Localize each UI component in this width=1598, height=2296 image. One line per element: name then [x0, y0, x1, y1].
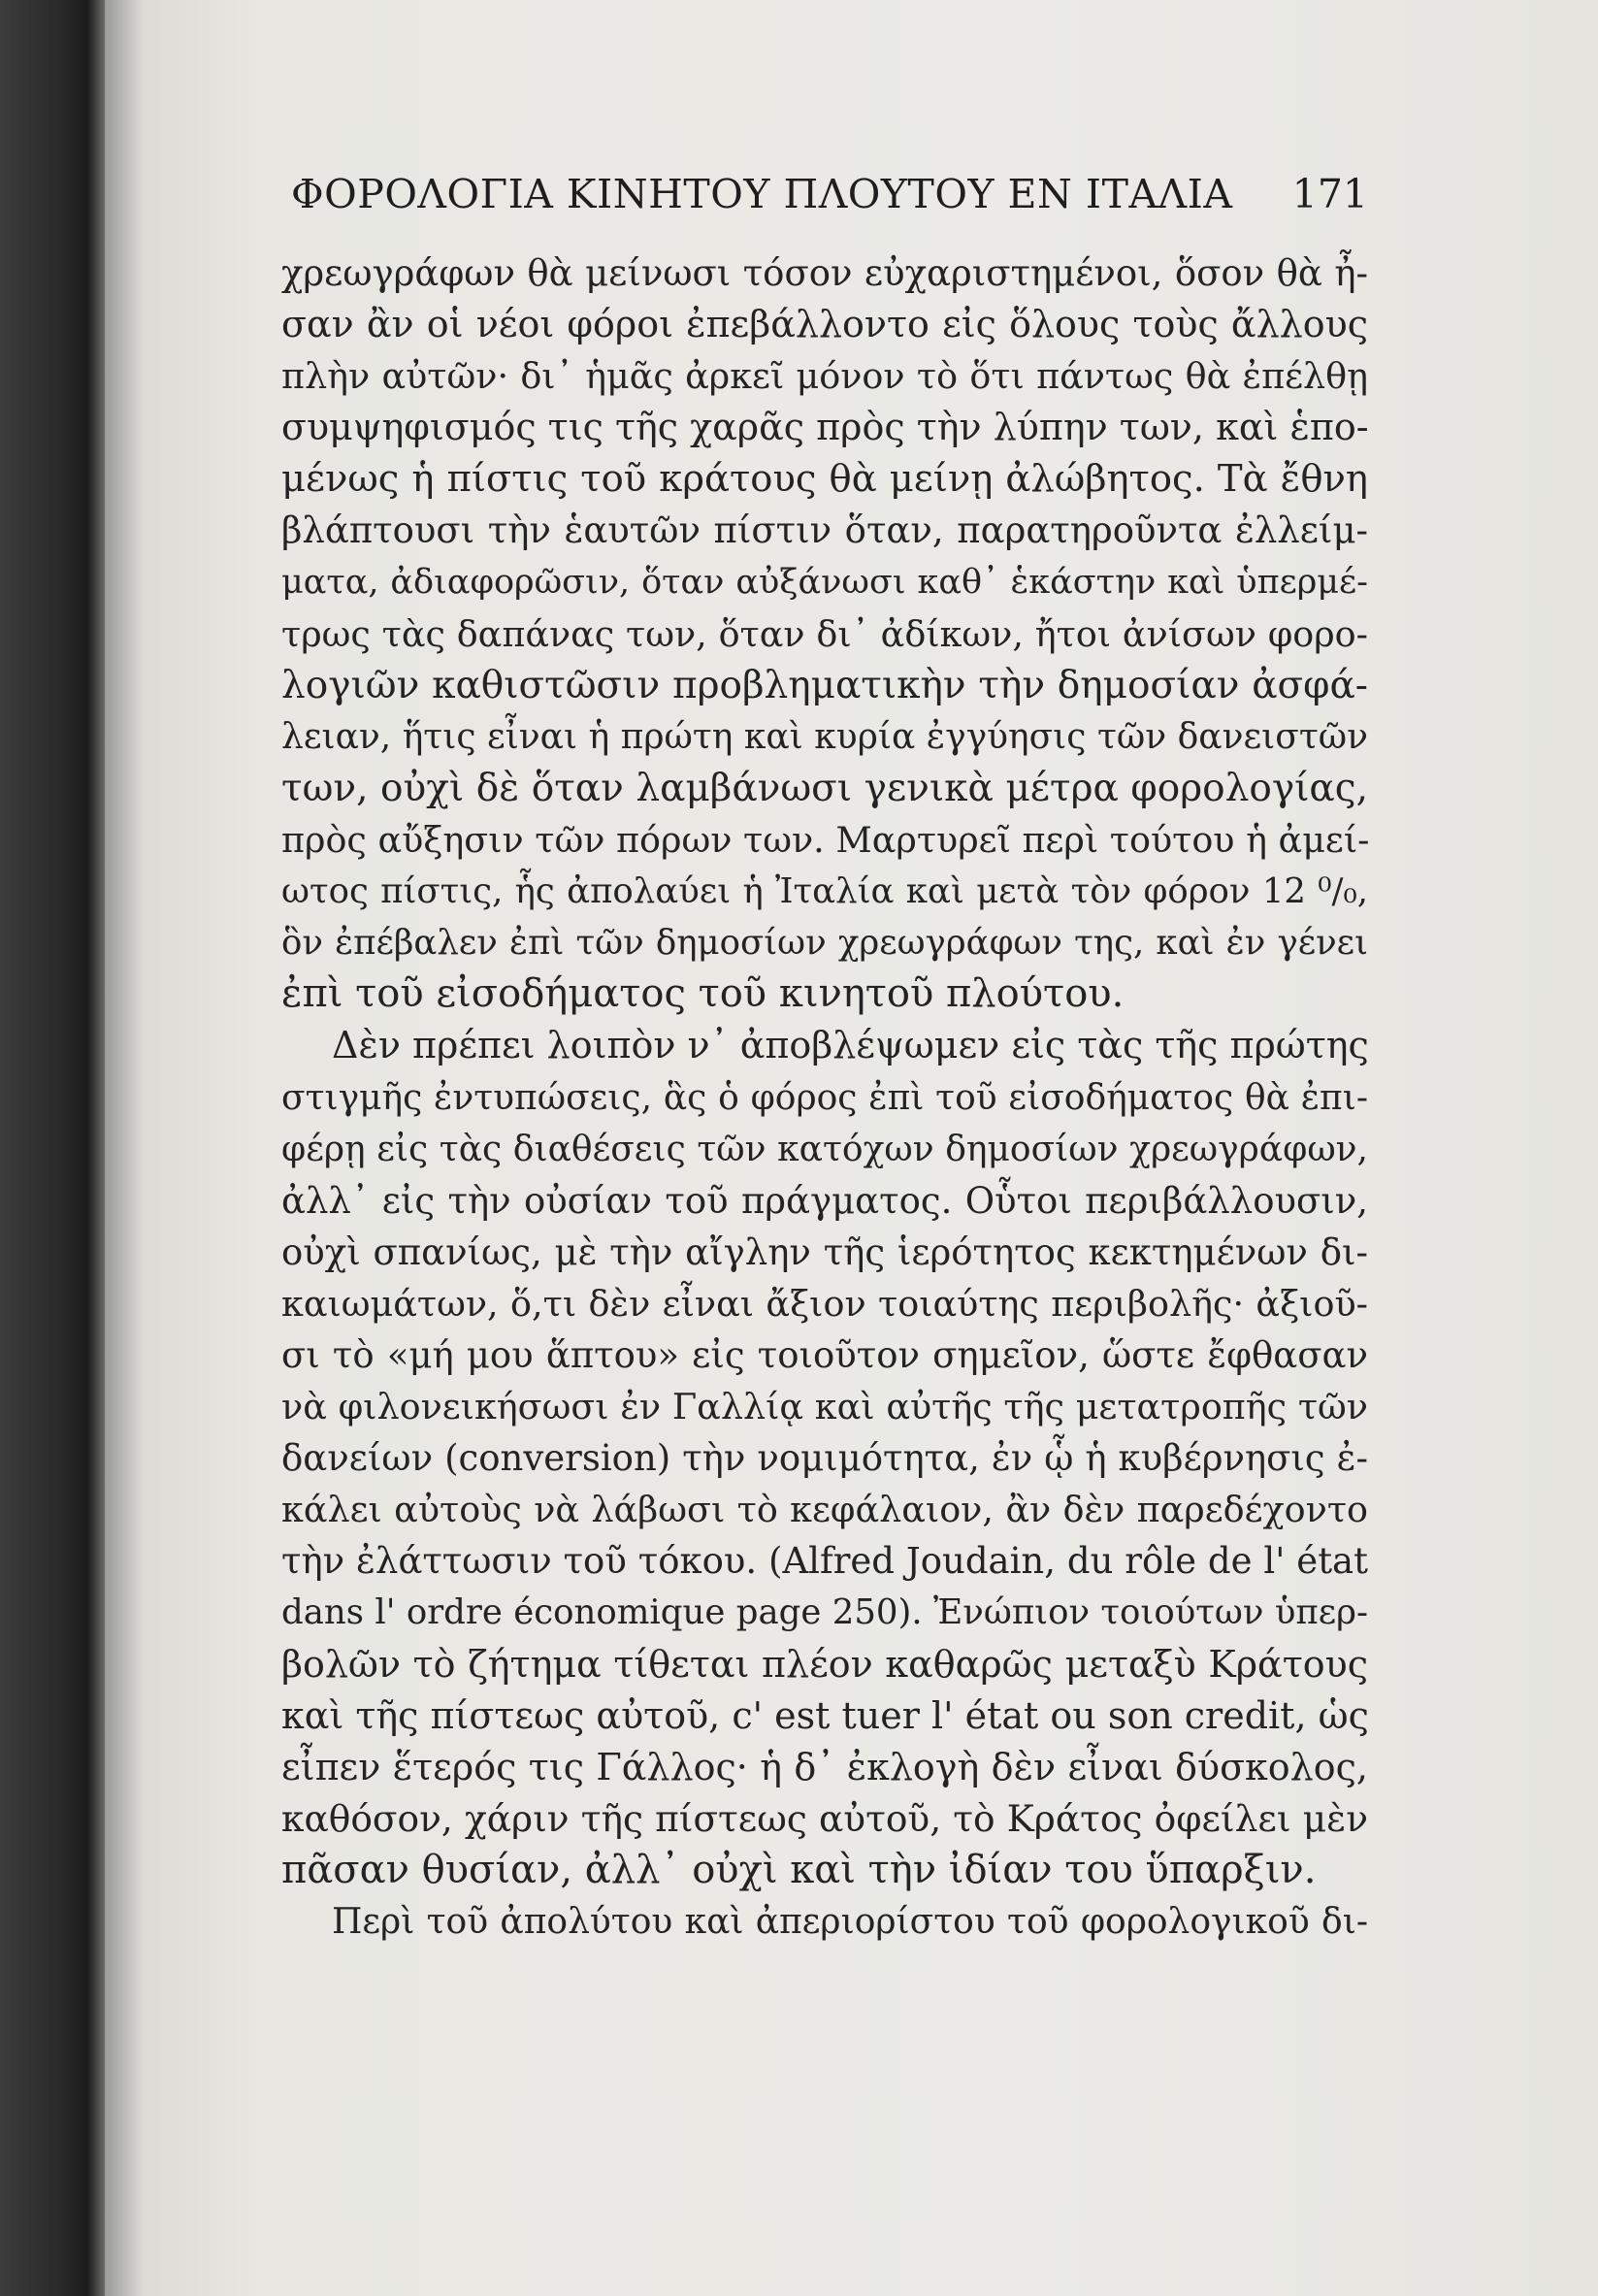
text-line: σι τὸ «μή μου ἅπτου» εἰς τοιοῦτον σημεῖον, ὥστε ἔφθασαν: [281, 1333, 1368, 1376]
text-line: σαν ἂν οἱ νέοι φόροι ἐπεβάλλοντο εἰς ὅλους τοὺς ἄλλους: [281, 303, 1368, 346]
text-line: πᾶσαν θυσίαν, ἀλλ᾽ οὐχὶ καὶ τὴν ἰδίαν του ὕπαρξιν.: [281, 1847, 1317, 1892]
text-line: ωτος πίστις, ἧς ἀπολαύει ἡ Ἰταλία καὶ μετὰ τὸν φόρον 12 ⁰/₀,: [281, 871, 1368, 912]
text-line: τὴν ἐλάττωσιν τοῦ τόκου. (Alfred Joudain, du rôle de l' état: [281, 1540, 1368, 1583]
text-line: συμψηφισμός τις τῆς χαρᾶς πρὸς τὴν λύπην των, καὶ ἑπο-: [281, 406, 1369, 449]
text-line: dans l' ordre économique page 250). Ἐνώπιον τοιούτων ὑπερ-: [281, 1592, 1368, 1633]
text-line: βλάπτουσι τὴν ἑαυτῶν πίστιν ὅταν, παρατηροῦντα ἐλλείμ-: [281, 509, 1368, 552]
text-line: πλὴν αὐτῶν· δι᾽ ἡμᾶς ἀρκεῖ μόνον τὸ ὅτι πάντως θὰ ἐπέλθῃ: [281, 355, 1368, 398]
text-line: ἀλλ᾽ εἰς τὴν οὐσίαν τοῦ πράγματος. Οὗτοι περιβάλλουσιν,: [281, 1179, 1368, 1222]
text-line: εἶπεν ἕτερός τις Γάλλος· ἡ δ᾽ ἐκλογὴ δὲν εἶναι δύσκολος,: [281, 1745, 1368, 1788]
book-binding: [0, 0, 105, 2296]
text-line: φέρῃ εἰς τὰς διαθέσεις τῶν κατόχων δημοσίων χρεωγράφων,: [281, 1129, 1368, 1169]
text-line: ἐπὶ τοῦ εἰσοδήματος τοῦ κινητοῦ πλούτου.: [281, 971, 1125, 1017]
page-header: [291, 171, 1368, 229]
text-line: καθόσον, χάριν τῆς πίστεως αὐτοῦ, τὸ Κράτος ὀφείλει μὲν: [281, 1796, 1368, 1840]
text-line: καιωμάτων, ὅ,τι δὲν εἶναι ἄξιον τοιαύτης περιβολῆς· ἀξιοῦ-: [281, 1282, 1368, 1325]
text-line: πρὸς αὔξησιν τῶν πόρων των. Μαρτυρεῖ περὶ τούτου ἡ ἀμεί-: [281, 819, 1370, 862]
text-line: λογιῶν καθιστῶσιν προβληματικὴν τὴν δημοσίαν ἀσφά-: [281, 663, 1368, 707]
text-line: ματα, ἀδιαφορῶσιν, ὅταν αὐξάνωσι καθ᾽ ἑκάστην καὶ ὑπερμέ-: [281, 562, 1368, 602]
text-line: ὃν ἐπέβαλεν ἐπὶ τῶν δημοσίων χρεωγράφων της, καὶ ἐν γένει: [281, 923, 1368, 964]
text-line: στιγμῆς ἐντυπώσεις, ἃς ὁ φόρος ἐπὶ τοῦ εἰσοδήματος θὰ ἐπι-: [281, 1077, 1368, 1118]
page-gutter-shadow: [105, 0, 144, 2296]
body-text: [281, 247, 1368, 1948]
text-line: μένως ἡ πίστις τοῦ κράτους θὰ μείνῃ ἀλώβητος. Τὰ ἔθνη: [281, 457, 1368, 502]
text-line: Περὶ τοῦ ἀπολύτου καὶ ἀπεριορίστου τοῦ φορολογικοῦ δι-: [332, 1902, 1368, 1942]
text-line: καὶ τῆς πίστεως αὐτοῦ, c' est tuer l' état ou son credit, ὡς: [281, 1693, 1369, 1737]
text-line: Δὲν πρέπει λοιπὸν ν᾽ ἀποβλέψωμεν εἰς τὰς τῆς πρώτης: [332, 1024, 1369, 1067]
text-line: των, οὐχὶ δὲ ὅταν λαμβάνωσι γενικὰ μέτρα φορολογίας,: [281, 766, 1368, 810]
text-line: δανείων (conversion) τὴν νομιμότητα, ἐν ᾧ ἡ κυβέρνησις ἐ-: [281, 1437, 1368, 1480]
text-line: οὐχὶ σπανίως, μὲ τὴν αἴγλην τῆς ἱερότητος κεκτημένων δι-: [281, 1230, 1368, 1273]
text-line: κάλει αὐτοὺς νὰ λάβωσι τὸ κεφάλαιον, ἂν δὲν παρεδέχοντο: [281, 1489, 1368, 1531]
running-head: ΦΟΡΟΛΟΓΙΑ ΚΙΝΗΤΟΥ ΠΛΟΥΤΟΥ ΕΝ ΙΤΑΛΙΑ: [291, 171, 1233, 217]
text-line: χρεωγράφων θὰ μείνωσι τόσον εὐχαριστημένοι, ὅσον θὰ ἦ-: [281, 252, 1368, 294]
text-line: νὰ φιλονεικήσωσι ἐν Γαλλίᾳ καὶ αὐτῆς τῆς μετατροπῆς τῶν: [281, 1386, 1368, 1428]
page-number: 171: [1291, 171, 1368, 217]
text-line: βολῶν τὸ ζήτημα τίθεται πλέον καθαρῶς μεταξὺ Κράτους: [281, 1642, 1368, 1686]
text-line: λειαν, ἥτις εἶναι ἡ πρώτη καὶ κυρία ἐγγύησις τῶν δανειστῶν: [281, 716, 1368, 757]
text-line: τρως τὰς δαπάνας των, ὅταν δι᾽ ἀδίκων, ἤτοι ἀνίσων φορο-: [281, 612, 1368, 655]
